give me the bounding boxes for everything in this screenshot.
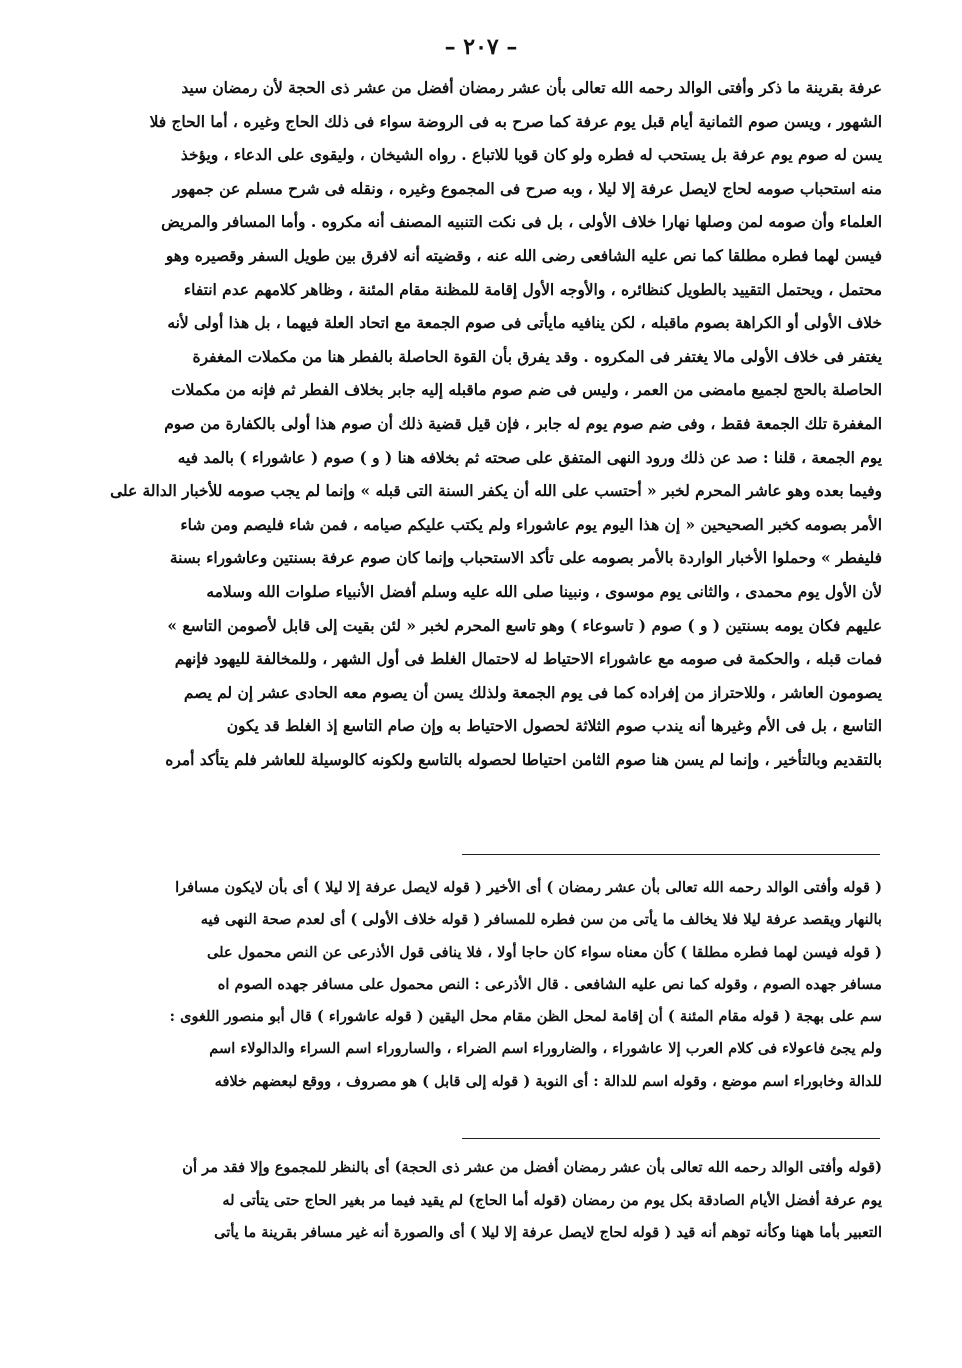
text-line: خلاف الأولى أو الكراهة بصوم ماقبله ، لكن ينافيه مايأتى فى صوم الجمعة مع اتحاد العلة فيهما ، بل هذا أولى لأنه xyxy=(167,314,882,333)
footnotes-first-commentary xyxy=(102,872,882,1098)
footnote-separator-rule-second xyxy=(462,1138,880,1139)
footnote-line: مسافر جهده الصوم ، وقوله كما نص عليه الشافعى . قال الأذرعى : النص محمول على مسافر جهده الصوم اه xyxy=(217,975,882,993)
text-line: عليهم فكان يومه بسنتين ( و ) صوم ( تاسوعاء ) وهو تاسع المحرم لخبر « لئن بقيت إلى قابل لأصومن التاسع » xyxy=(167,616,882,635)
footnote-separator-rule xyxy=(462,854,880,855)
text-line: الشهور ، ويسن صوم الثمانية أيام قبل يوم عرفة كما صرح به فى الروضة سواء فى ذلك الحاج وغيره ، أما الحاج فلا xyxy=(149,112,882,131)
footnote-line: للدالة وخابوراء اسم موضع ، وقوله اسم للدالة : أى النوبة ( قوله إلى قابل ) هو مصروف ، ووقع لبعضهم خلافه xyxy=(214,1072,882,1090)
text-line: يصومون العاشر ، وللاحتراز من إفراده كما فى يوم الجمعة ولذلك يسن أن يصوم معه الحادى عشر إن لم يصم xyxy=(183,683,882,702)
page-number: – ٢٠٧ – xyxy=(444,34,518,60)
footnote-line: ( قوله فيسن لهما فطره مطلقا ) كأن معناه سواء كان حاجا أولا ، فلا ينافى قول الأذرعى عن النص محمول على xyxy=(206,943,882,961)
text-line: فيسن لهما فطره مطلقا كما نص عليه الشافعى رضى الله عنه ، وقضيته أنه لافرق بين طويل السفر وقصيره وهو xyxy=(165,246,882,265)
text-line: منه استحباب صومه لحاج لايصل عرفة إلا ليلا ، وبه صرح فى المجموع وغيره ، ونقله فى شرح مسلم عن جمهور xyxy=(172,179,882,198)
text-line: لأن الأول يوم محمدى ، والثانى يوم موسوى ، ونبينا صلى الله عليه وسلم أفضل الأنبياء صلوات الله وسلامه xyxy=(206,582,882,601)
text-line: محتمل ، ويحتمل التقييد بالطويل كنظائره ، والأوجه الأول إقامة للمظنة مقام المئنة ، وظاهر كلامهم عدم انتفاء xyxy=(183,280,882,299)
footnote-line: يوم عرفة أفضل الأيام الصادقة بكل يوم من رمضان (قوله أما الحاج) لم يقيد فيما مر بغير الحاج حتى يتأتى له xyxy=(222,1191,882,1209)
text-line: يوم الجمعة ، قلنا : صد عن ذلك ورود النهى المتفق على صحته ثم بخلافه هنا ( و ) صوم ( عاشوراء ) بالمد فيه xyxy=(177,448,882,467)
text-line: التاسع ، بل فى الأم وغيرها أنه يندب صوم الثلاثة لحصول الاحتياط به وإن صام التاسع إذ الغلط قد يكون xyxy=(226,717,882,736)
text-line: فليفطر » وحملوا الأخبار الواردة بالأمر بصومه على تأكد الاستحباب وإنما كان صوم عرفة بسنتين وعاشوراء بسنة xyxy=(169,549,882,568)
text-line: فمات قبله ، والحكمة فى صومه مع عاشوراء الاحتياط له لاحتمال الغلط فى أول الشهر ، وللمخالفة لليهود فإنهم xyxy=(174,650,882,669)
text-line: يغتفر فى خلاف الأولى مالا يغتفر فى المكروه . وقد يفرق بأن القوة الحاصلة بالفطر هنا من مكملات المغفرة xyxy=(192,347,882,366)
footnote-line: (قوله وأفتى الوالد رحمه الله تعالى بأن عشر رمضان أفضل من عشر ذى الحجة) أى بالنظر للمجموع وإلا فقد مر أن xyxy=(182,1159,882,1176)
text-line: عرفة بقرينة ما ذكر وأفتى الوالد رحمه الله تعالى بأن عشر رمضان أفضل من عشر ذى الحجة لأن رمضان سيد xyxy=(181,79,882,97)
text-line: يسن له صوم يوم عرفة بل يستحب له فطره ولو كان قويا للاتباع . رواه الشيخان ، وليقوى على الدعاء ، ويؤخذ xyxy=(180,146,882,165)
text-line: بالتقديم وبالتأخير ، وإنما لم يسن هنا صوم الثامن احتياطا لحصوله بالتاسع ولكونه كالوسيلة للعاشر فلم يتأكد أمره xyxy=(165,750,882,769)
footnote-line: ( قوله وأفتى الوالد رحمه الله تعالى بأن عشر رمضان ) أى الأخير ( قوله لايصل عرفة إلا ليلا ) أى بأن لايكون مسافرا xyxy=(175,879,882,896)
text-line: الأمر بصومه كخبر الصحيحين « إن هذا اليوم يوم عاشوراء ولم يكتب عليكم صيامه ، فمن شاء فليصم ومن شاء xyxy=(180,515,882,534)
footnote-line: بالنهار ويقصد عرفة ليلا فلا يخالف ما يأتى من سن فطره للمسافر ( قوله خلاف الأولى ) أى لعدم صحة النهى فيه xyxy=(200,911,882,929)
text-line: الحاصلة بالحج لجميع مامضى من العمر ، وليس فى ضم صوم ماقبله إليه جابر بخلاف الفطر ثم فإنه من مكملات xyxy=(171,381,882,400)
footnotes-second-commentary xyxy=(102,1152,882,1250)
text-line: المغفرة تلك الجمعة فقط ، وفى ضم صوم يوم له جابر ، فإن قيل قضية ذلك أن صوم هذا أولى بالكفارة من صوم xyxy=(164,414,882,433)
footnote-line: سم على بهجة ( قوله مقام المئنة ) أن إقامة لمحل الظن مقام محل اليقين ( قوله عاشوراء ) قال أبو منصور اللغوى : xyxy=(169,1008,882,1026)
footnote-line: التعبير بأما ههنا وكأنه توهم أنه قيد ( قوله لحاج لايصل عرفة إلا ليلا ) أى والصورة أنه غير مسافر بقرينة ما يأتى xyxy=(214,1224,882,1241)
footnote-line: ولم يجئ فاعولاء فى كلام العرب إلا عاشوراء ، والضاروراء اسم الضراء ، والساروراء اسم السراء والدالولاء اسم xyxy=(209,1040,882,1058)
main-text-body xyxy=(102,72,882,777)
text-line: العلماء وأن صومه لمن وصلها نهارا خلاف الأولى ، بل فى نكت التنبيه المصنف أنه مكروه . وأما المسافر والمريض xyxy=(161,213,882,232)
text-line: وفيما بعده وهو عاشر المحرم لخبر « أحتسب على الله أن يكفر السنة التى قبله » وإنما لم يجب صومه للأخبار الدالة على xyxy=(110,482,882,501)
